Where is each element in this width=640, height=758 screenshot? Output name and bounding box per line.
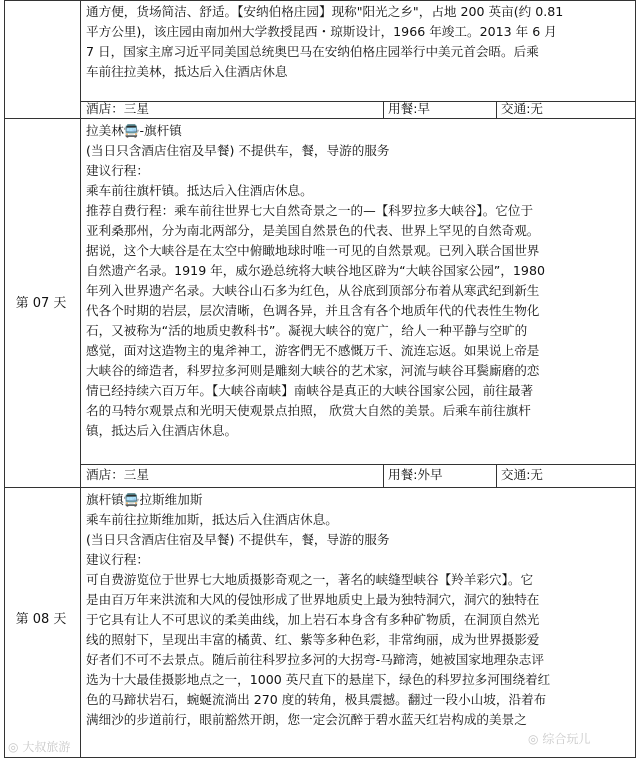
info-divider-2 <box>496 101 497 118</box>
text-line: 于它具有让人不可思议的柔美曲线，加上岩石本身含有多种矿物质，在洞顶自然光 <box>86 612 540 627</box>
text-line: 自然遗产名录。1919 年，威尔逊总统将大峡谷地区辟为“大峡谷国家公园”，1980 <box>86 263 545 278</box>
text-line: 镇，抵达后入住酒店休息。 <box>86 423 238 438</box>
weibo-icon: ◎ <box>8 740 19 754</box>
text-line: 年列入世界遗产名录。大峡谷山石多为红色，从谷底到顶部分布着从寒武纪到新生 <box>86 283 540 298</box>
day-column-divider <box>80 0 81 758</box>
watermark-left-text: 大叔旅游 <box>22 740 71 754</box>
text-line: 大峡谷的缔造者，科罗拉多河则是雕刻大峡谷的艺术家，河流与峡谷耳鬓廝磨的恋 <box>86 363 540 378</box>
text-line: 乘车前往拉斯维加斯，抵达后入住酒店休息。 <box>86 512 338 527</box>
top-description <box>86 2 632 82</box>
text-line: 选为十大最佳摄影地点之一，1000 英尺直下的悬崖下，绿色的科罗拉多河围绕着红 <box>86 672 551 687</box>
text-line: (当日只含酒店住宿及早餐) 不提供车，餐，导游的服务 <box>86 532 390 547</box>
day-label-08: 第 08 天 <box>15 612 67 627</box>
text-line: 平方公里)，该庄园由南加州大学教授昆西・琼斯设计，1966 年竣工。2013 年 6 月 <box>86 24 557 39</box>
text-line: 是由百万年来洪流和大风的侵蚀形成了世界地质史上最为独特洞穴，洞穴的独特在 <box>86 592 540 607</box>
text-line: 亚利桑那州，分为南北两部分，是美国自然景色的代表、世界上罕见的自然奇观。 <box>86 223 540 238</box>
route-title: 拉美林🚍-旗杆镇 <box>86 123 182 138</box>
day07-description <box>86 121 632 441</box>
table-border-right <box>635 0 636 758</box>
table-border-top <box>4 0 636 1</box>
row-divider-top-info <box>80 101 636 102</box>
text-line: 色的马蹄状岩石，蜿蜒流淌出 270 度的转角，极具震撼。翻过一段小山坡，沿着布 <box>86 692 547 707</box>
text-line: 情已经持续六百万年。【大峡谷南峡】南峡谷是真正的大峡谷国家公园，前往最著 <box>86 383 534 398</box>
info-divider-3 <box>383 464 384 487</box>
transport-info: 交通:无 <box>501 101 544 116</box>
text-line: 可自费游览位于世界七大地质摄影奇观之一，著名的峡缝型峡谷【羚羊彩穴】。它 <box>86 572 534 587</box>
row-divider-day08 <box>4 487 636 488</box>
text-line: 线的照射下，呈现出丰富的橘黄、红、紫等多种色彩，非常绚丽，成为世界摄影爱 <box>86 632 540 647</box>
transport-info: 交通:无 <box>501 467 544 482</box>
text-line: 好者们不可不去景点。随后前往科罗拉多河的大拐弯-马蹄湾，她被国家地理杂志评 <box>86 652 544 667</box>
text-line: 名的马特尔观景点和光明天使观景点拍照， 欣赏大自然的美景。后乘车前往旗杆 <box>86 403 531 418</box>
info-divider-1 <box>383 101 384 118</box>
meal-info: 用餐:早 <box>388 101 431 116</box>
text-line: 代各个时期的岩层，层次清晰，色调各异，并且含有各个地质年代的代表性生物化 <box>86 303 540 318</box>
text-line: (当日只含酒店住宿及早餐) 不提供车，餐，导游的服务 <box>86 143 390 158</box>
info-divider-4 <box>496 464 497 487</box>
text-line: 建议行程： <box>86 163 149 178</box>
table-border-left <box>4 0 5 758</box>
row-divider-day07-info <box>80 464 636 465</box>
weibo-icon: ◎ <box>528 732 539 746</box>
watermark-right <box>528 730 590 747</box>
text-line: 推荐自费行程：乘车前往世界七大自然奇景之一的—【科罗拉多大峡谷】。它位于 <box>86 203 534 218</box>
day08-description <box>86 490 632 730</box>
route-title: 旗杆镇🚍拉斯维加斯 <box>86 492 203 507</box>
text-line: 据说，这个大峡谷是在太空中俯瞰地球时唯一可见的自然景观。已列入联合国世界 <box>86 243 540 258</box>
watermark-right-text: 综合玩儿 <box>542 732 591 746</box>
day-label-07: 第 07 天 <box>15 296 67 311</box>
text-line: 石，又被称为“活的地质史教科书”。凝视大峡谷的宽广，给人一种平静与空旷的 <box>86 323 528 338</box>
hotel-info: 酒店：三星 <box>86 467 149 482</box>
meal-info: 用餐:外早 <box>388 467 443 482</box>
watermark-left <box>8 738 70 755</box>
text-line: 通方便，货场简洁、舒适。【安纳伯格庄园】现称"阳光之乡"，占地 200 英亩(约 0.81 <box>86 4 564 19</box>
text-line: 乘车前往旗杆镇。抵达后入住酒店休息。 <box>86 183 313 198</box>
text-line: 建议行程： <box>86 552 149 567</box>
text-line: 满细沙的步道前行，眼前豁然开朗，您一定会沉醉于碧水蓝天红岩构成的美景之 <box>86 712 527 727</box>
text-line: 感觉，面对这造物主的鬼斧神工，游客們无不感慨万千、流连忘返。如果说上帝是 <box>86 343 540 358</box>
text-line: 车前往拉美林，抵达后入住酒店休息 <box>86 64 288 79</box>
hotel-info: 酒店：三星 <box>86 101 149 116</box>
text-line: 7 日，国家主席习近平同美国总统奥巴马在安纳伯格庄园举行中美元首会晤。后乘 <box>86 44 539 59</box>
